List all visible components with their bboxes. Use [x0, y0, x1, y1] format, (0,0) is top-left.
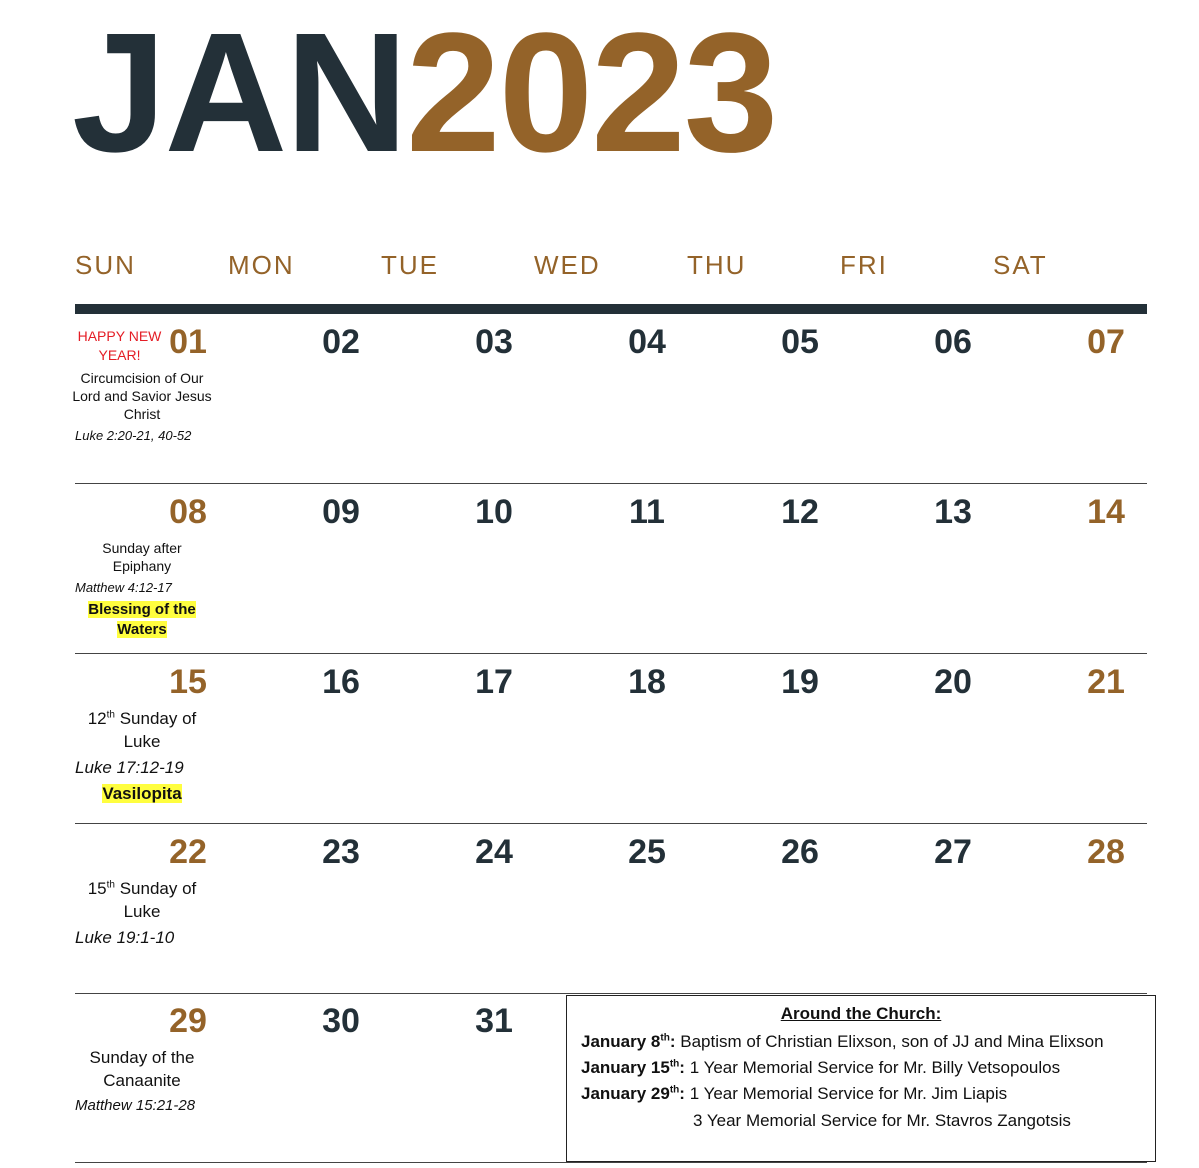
- day-cell-15: 15: [169, 663, 207, 701]
- day-cell-16: 16: [322, 663, 360, 701]
- new-year-greeting: HAPPY NEW YEAR!: [77, 328, 162, 363]
- day-cell-18: 18: [628, 663, 666, 701]
- event-date-suffix: th: [669, 1058, 680, 1070]
- day-cell-30: 30: [322, 1002, 360, 1040]
- event-colon: :: [679, 1058, 685, 1077]
- row-divider: [75, 653, 1147, 654]
- event-date-suffix: th: [669, 1084, 680, 1096]
- feast-12th-sunday-luke: [72, 707, 212, 753]
- day-cell-13: 13: [934, 493, 972, 531]
- event-item: [581, 1032, 1104, 1052]
- event-colon: :: [669, 1032, 676, 1051]
- weekday-mon: MON: [228, 250, 295, 280]
- day-cell-02: 02: [322, 323, 360, 361]
- around-the-church-title: Around the Church:: [780, 1004, 942, 1023]
- day-cell-06: 06: [934, 323, 972, 361]
- ordinal-suffix: th: [106, 709, 115, 721]
- event-date: January 15: [581, 1058, 670, 1077]
- event-date-suffix: th: [660, 1032, 670, 1044]
- weekday-wed: WED: [534, 250, 601, 280]
- day-cell-10: 10: [475, 493, 513, 531]
- day-cell-22: 22: [169, 833, 207, 871]
- day-cell-09: 09: [322, 493, 360, 531]
- feast-circumcision: Circumcision of Our Lord and Savior Jesus Christ: [72, 370, 212, 422]
- day-cell-07: 07: [1087, 323, 1125, 361]
- feast-sunday-canaanite: Sunday of the Canaanite: [89, 1048, 195, 1090]
- day-cell-04: 04: [628, 323, 666, 361]
- reading-jan15: Luke 17:12-19: [75, 758, 184, 777]
- reading-jan08: Matthew 4:12-17: [75, 580, 172, 595]
- day-cell-08: 08: [169, 493, 207, 531]
- day-cell-12: 12: [781, 493, 819, 531]
- day-cell-21: 21: [1087, 663, 1125, 701]
- weekday-tue: TUE: [381, 250, 439, 280]
- month-label: JAN: [72, 0, 407, 188]
- around-the-church-box: [566, 995, 1156, 1162]
- feast-sunday-after-epiphany: Sunday after Epiphany: [102, 540, 182, 574]
- vasilopita: [72, 783, 212, 805]
- row-divider: [75, 993, 1147, 994]
- weekday-fri: FRI: [840, 250, 888, 280]
- row-divider: [75, 1162, 1147, 1163]
- event-item: [581, 1058, 1060, 1078]
- day-cell-24: 24: [475, 833, 513, 871]
- day-cell-17: 17: [475, 663, 513, 701]
- highlight-text: Vasilopita: [102, 784, 182, 803]
- feast-15th-sunday-luke: [72, 877, 212, 923]
- day-cell-28: 28: [1087, 833, 1125, 871]
- day-cell-26: 26: [781, 833, 819, 871]
- day-cell-27: 27: [934, 833, 972, 871]
- day-cell-29: 29: [169, 1002, 207, 1040]
- day-cell-05: 05: [781, 323, 819, 361]
- day-cell-20: 20: [934, 663, 972, 701]
- day-cell-23: 23: [322, 833, 360, 871]
- event-continuation: 3 Year Memorial Service for Mr. Stavros Zangotsis: [693, 1111, 1071, 1130]
- reading-jan29: Matthew 15:21-28: [75, 1097, 196, 1114]
- day-cell-01: 01: [169, 323, 207, 361]
- event-date: January 29: [581, 1084, 670, 1103]
- row-divider: [75, 483, 1147, 484]
- reading-jan22: Luke 19:1-10: [75, 928, 175, 947]
- day-cell-03: 03: [475, 323, 513, 361]
- event-date: January 8: [581, 1032, 661, 1051]
- header-divider: [75, 304, 1147, 314]
- day-cell-31: 31: [475, 1002, 513, 1040]
- event-text: 1 Year Memorial Service for Mr. Billy Vetsopoulos: [684, 1058, 1061, 1077]
- ordinal-suffix: th: [106, 879, 115, 891]
- event-colon: :: [679, 1084, 685, 1103]
- weekday-thu: THU: [687, 250, 747, 280]
- event-text: Baptism of Christian Elixson, son of JJ and Mina Elixson: [675, 1032, 1104, 1051]
- calendar-title: [72, 0, 777, 188]
- day-cell-11: 11: [629, 493, 665, 531]
- event-item: [581, 1084, 1007, 1104]
- feast-text: Sunday of Luke: [114, 709, 197, 751]
- ordinal-number: 15: [87, 879, 107, 898]
- day-cell-14: 14: [1087, 493, 1125, 531]
- weekday-sun: SUN: [75, 250, 136, 280]
- highlight-text: Blessing of the Waters: [88, 601, 196, 638]
- feast-text: Sunday of Luke: [114, 879, 197, 921]
- reading-jan01: Luke 2:20-21, 40-52: [75, 428, 192, 443]
- blessing-of-waters: [72, 600, 212, 640]
- year-label: 2023: [406, 0, 777, 188]
- row-divider: [75, 823, 1147, 824]
- day-cell-19: 19: [781, 663, 819, 701]
- ordinal-number: 12: [87, 709, 107, 728]
- event-text: 1 Year Memorial Service for Mr. Jim Liapis: [684, 1084, 1008, 1103]
- day-cell-25: 25: [628, 833, 666, 871]
- weekday-sat: SAT: [993, 250, 1048, 280]
